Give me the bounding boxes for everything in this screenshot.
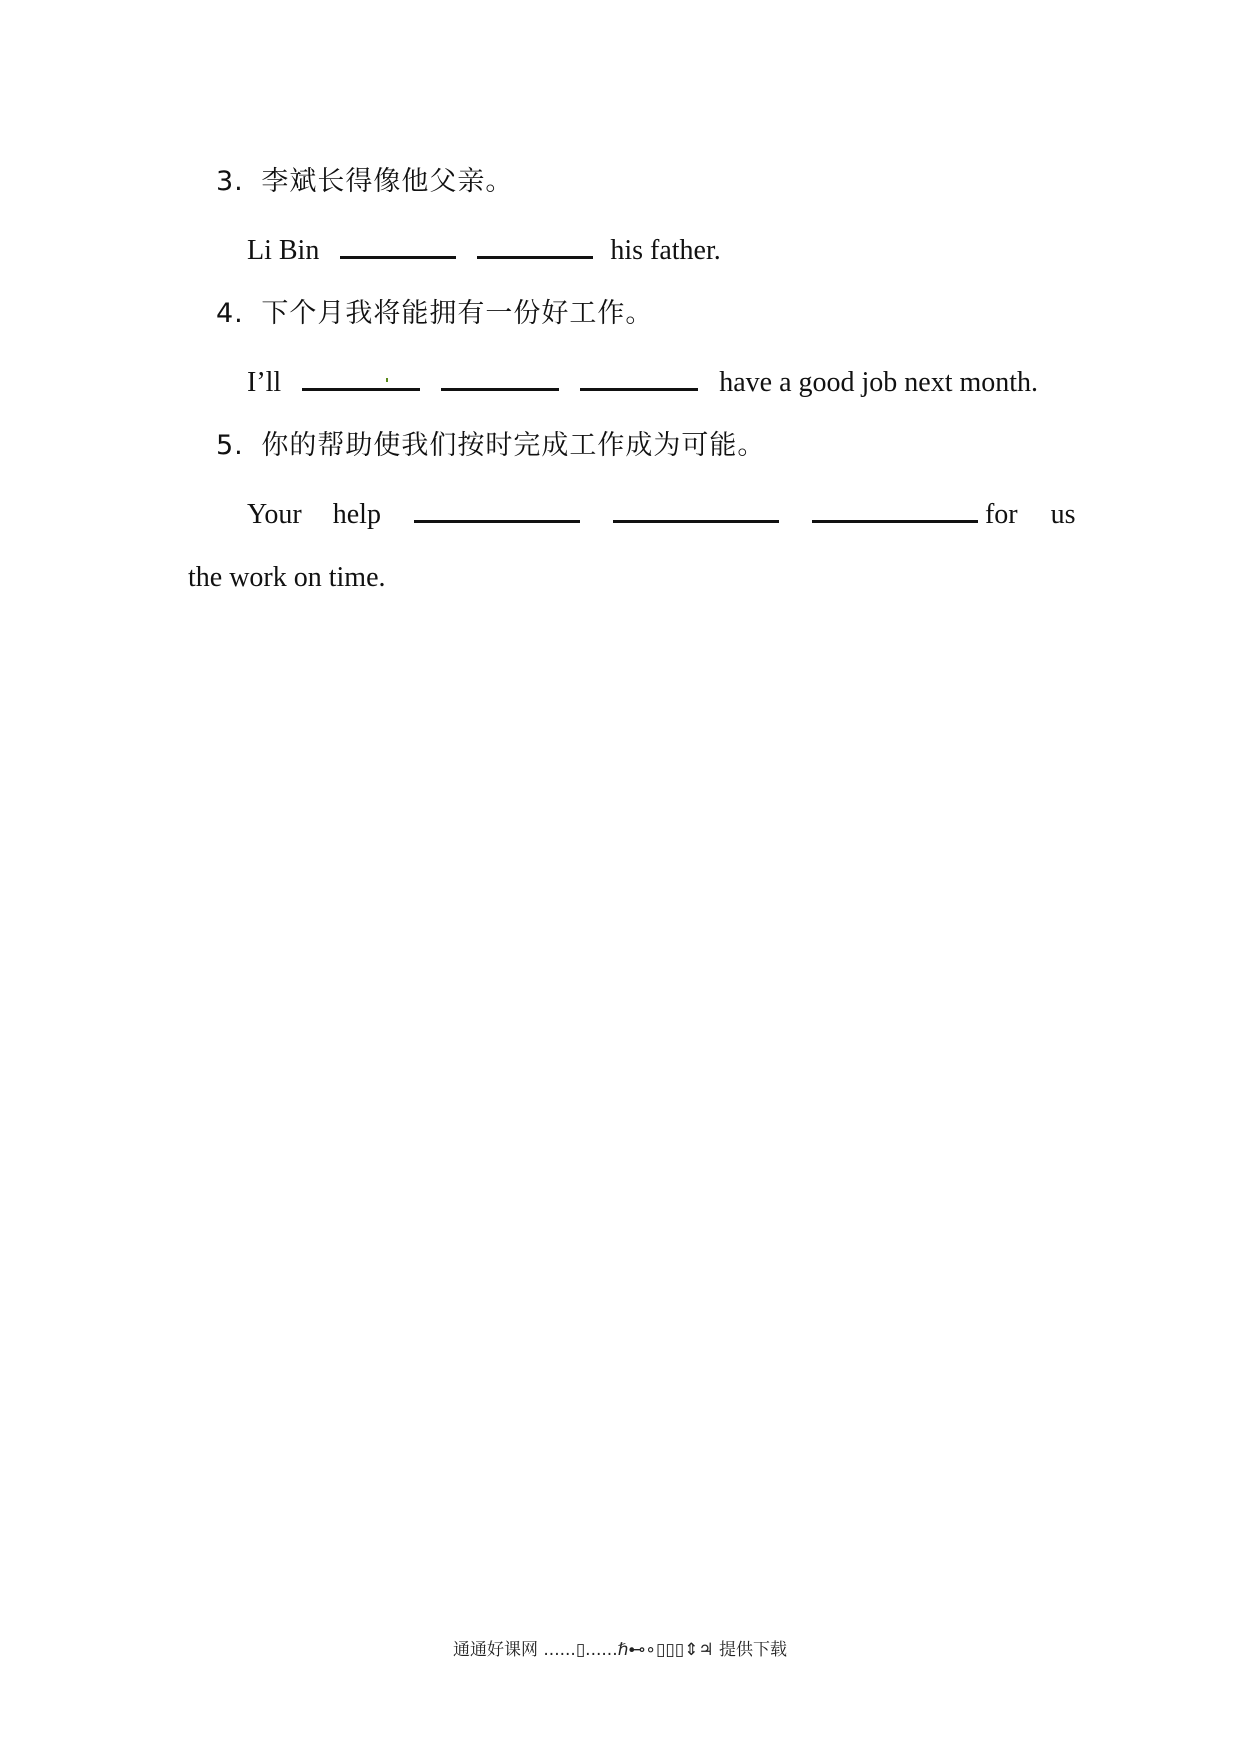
sentence-end: us <box>1050 499 1076 530</box>
sentence-start: I’ll <box>247 367 282 398</box>
sentence-end: have a good job next month. <box>719 367 1039 398</box>
item-number: 4. <box>216 298 244 329</box>
answer-blank[interactable] <box>414 494 580 523</box>
answer-blank[interactable] <box>441 362 559 391</box>
answer-blank[interactable] <box>613 494 779 523</box>
item-number: 3. <box>216 166 244 197</box>
item-number: 5. <box>216 430 244 461</box>
stray-mark <box>386 378 388 382</box>
sentence-start: Your <box>247 499 302 530</box>
item-4-answer-line <box>247 362 1038 401</box>
sentence-start: help <box>332 499 381 530</box>
item-3-prompt <box>216 164 513 200</box>
item-5-continuation: the work on time. <box>188 562 386 593</box>
page-footer: 通通好课网 ......▯......ℏ⊷∘▯▯▯⇕♃ 提供下载 <box>453 1640 787 1660</box>
answer-blank[interactable] <box>580 362 698 391</box>
item-5-prompt <box>216 428 765 464</box>
answer-blank[interactable] <box>340 230 456 259</box>
answer-blank[interactable] <box>302 362 420 391</box>
sentence-end: his father. <box>610 235 721 266</box>
item-4-prompt <box>216 296 653 332</box>
chinese-sentence: 李斌长得像他父亲。 <box>261 166 514 197</box>
sentence-end: for <box>984 499 1018 530</box>
answer-blank[interactable] <box>812 494 978 523</box>
item-5-answer-line <box>247 494 1076 533</box>
answer-blank[interactable] <box>477 230 593 259</box>
chinese-sentence: 下个月我将能拥有一份好工作。 <box>261 298 654 329</box>
sentence-start: Li Bin <box>247 235 320 266</box>
chinese-sentence: 你的帮助使我们按时完成工作成为可能。 <box>261 430 766 461</box>
item-3-answer-line <box>247 230 721 269</box>
